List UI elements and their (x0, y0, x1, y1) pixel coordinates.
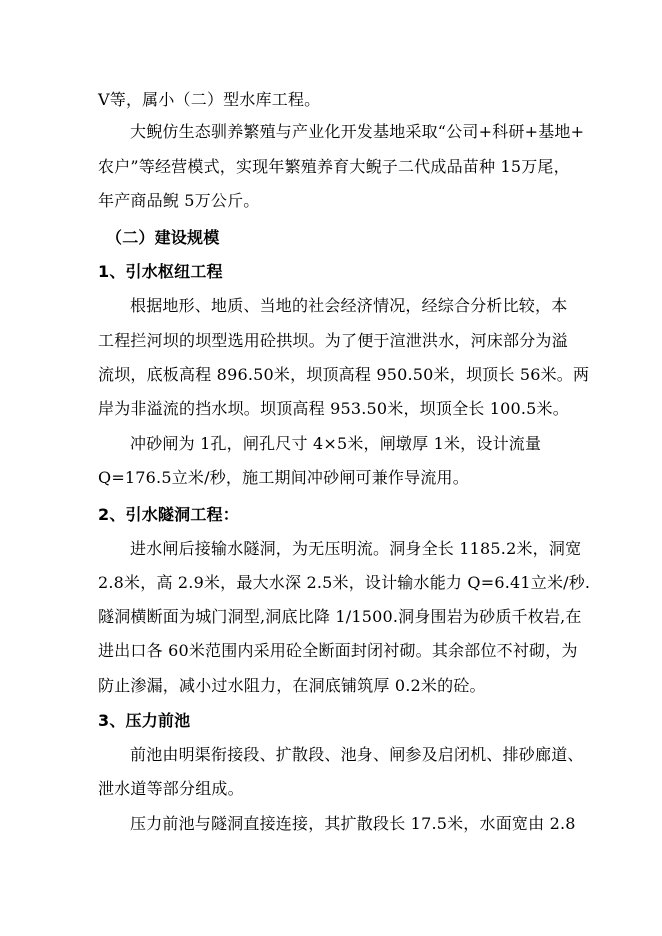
section-heading: （二）建设规模 (106, 228, 220, 247)
text-line: 2.8米，高 2.9米，最大水深 2.5米，设计输水能力 Q=6.41立米/秒. (98, 573, 591, 592)
text-line: 冲砂闸为 1孔，闸孔尺寸 4×5米，闸墩厚 1米，设计流量 (130, 434, 542, 453)
text-line: 压力前池与隧洞直接连接，其扩散段长 17.5米，水面宽由 2.8 (130, 814, 576, 833)
text-line: 大鲵仿生态驯养繁殖与产业化开发基地采取“公司+科研+基地+ (130, 122, 585, 141)
subsection-heading: 3、压力前池 (98, 711, 191, 730)
text-line: 农户”等经营模式，实现年繁殖养育大鲵子二代成品苗种 15万尾， (98, 157, 570, 176)
text-line: Q=176.5立米/秒，施工期间冲砂闸可兼作导流用。 (98, 468, 469, 487)
subsection-heading: 1、引水枢纽工程 (98, 262, 223, 281)
text-line: 泄水道等部分组成。 (98, 779, 244, 798)
text-line: 流坝，底板高程 896.50米，坝顶高程 950.50米，坝顶长 56米。两 (98, 365, 590, 384)
text-line: 前池由明渠衔接段、扩散段、池身、闸参及启闭机、排砂廊道、 (130, 745, 584, 764)
text-line: 防止渗漏，减小过水阻力，在洞底铺筑厚 0.2米的砼。 (98, 676, 486, 695)
text-line: 根据地形、地质、当地的社会经济情况，经综合分析比较，本 (130, 296, 568, 315)
text-line: 进水闸后接输水隧洞，为无压明流。洞身全长 1185.2米，洞宽 (130, 539, 582, 558)
text-line: 年产商品鲵 5万公斤。 (98, 191, 260, 210)
text-line: 进出口各 60米范围内采用砼全断面封闭衬砌。其余部位不衬砌，为 (98, 641, 578, 660)
subsection-heading: 2、引水隧洞工程： (98, 505, 239, 524)
text-line: 工程拦河坝的坝型选用砼拱坝。为了便于渲泄洪水，河床部分为溢 (98, 331, 568, 350)
text-line: 岸为非溢流的挡水坝。坝顶高程 953.50米，坝顶全长 100.5米。 (98, 399, 569, 418)
text-line: 隧洞横断面为城门洞型,洞底比降 1/1500.洞身围岩为砂质千枚岩,在 (98, 607, 582, 626)
text-line: V等，属小（二）型水库工程。 (98, 90, 321, 109)
